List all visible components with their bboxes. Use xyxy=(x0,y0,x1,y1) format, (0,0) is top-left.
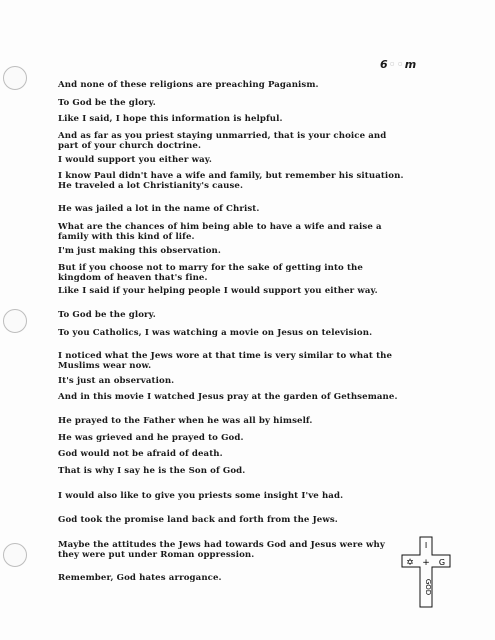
paragraph: To God be the glory. xyxy=(58,98,156,108)
paragraph: He prayed to the Father when he was all by himself. xyxy=(58,416,313,426)
punch-hole xyxy=(3,66,27,90)
paragraph: He was grieved and he prayed to God. xyxy=(58,433,244,443)
paragraph: Like I said, I hope this information is helpful. xyxy=(58,114,283,124)
punch-hole xyxy=(3,309,27,333)
paragraph: I know Paul didn't have a wife and family, but remember his situation. He traveled a lot Christianity's cause. xyxy=(58,171,404,191)
paragraph: He was jailed a lot in the name of Christ. xyxy=(58,204,260,214)
page-number: 6◦◦m xyxy=(380,58,418,71)
paragraph: What are the chances of him being able to have a wife and raise a family with this kind of life. xyxy=(58,222,382,242)
paragraph: But if you choose not to marry for the sake of getting into the kingdom of heaven that's fine. xyxy=(58,263,363,283)
cross-letter-top: I xyxy=(424,541,428,550)
paragraph: Remember, God hates arrogance. xyxy=(58,573,222,583)
cross-letter-right: G xyxy=(438,558,446,567)
paragraph: Like I said if your helping people I would support you either way. xyxy=(58,286,378,296)
paragraph: To you Catholics, I was watching a movie on Jesus on television. xyxy=(58,328,373,338)
paragraph: To God be the glory. xyxy=(58,310,156,320)
paragraph: I would support you either way. xyxy=(58,155,212,165)
paragraph: Maybe the attitudes the Jews had towards God and Jesus were why they were put under Roman oppression. xyxy=(58,540,385,560)
paragraph: That is why I say he is the Son of God. xyxy=(58,466,246,476)
cross-plus: + xyxy=(422,558,430,568)
paragraph: It's just an observation. xyxy=(58,376,175,386)
punch-hole xyxy=(3,543,27,567)
paragraph: I noticed what the Jews wore at that time is very similar to what the Muslims wear now. xyxy=(58,351,393,371)
paragraph: God would not be afraid of death. xyxy=(58,449,223,459)
cross-word-bottom: GOD xyxy=(424,578,432,596)
paragraph: I would also like to give you priests some insight I've had. xyxy=(58,491,344,501)
paragraph: And as far as you priest staying unmarried, that is your choice and part of your church doctrine. xyxy=(58,131,387,151)
paragraph: I'm just making this observation. xyxy=(58,246,221,256)
paragraph: And none of these religions are preaching Paganism. xyxy=(58,80,319,90)
paragraph: God took the promise land back and forth from the Jews. xyxy=(58,515,338,525)
paragraph: And in this movie I watched Jesus pray at the garden of Gethsemane. xyxy=(58,392,398,402)
handdrawn-cross-drawing xyxy=(396,535,466,610)
star-of-david-icon: ✡ xyxy=(406,558,414,568)
